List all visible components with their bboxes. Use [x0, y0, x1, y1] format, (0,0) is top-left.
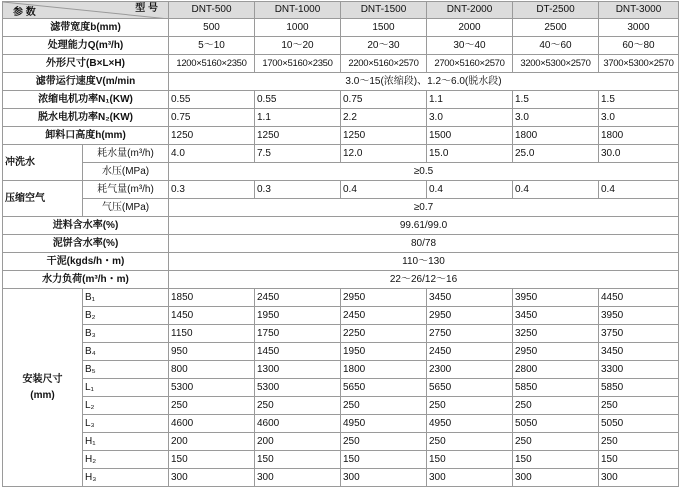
- table-cell: 200: [169, 433, 255, 451]
- table-cell: 5850: [599, 379, 679, 397]
- table-cell: 2.2: [341, 109, 427, 127]
- table-cell: 250: [169, 397, 255, 415]
- table-cell: 1800: [599, 127, 679, 145]
- dimension-label: B₂: [83, 307, 169, 325]
- table-cell: 250: [427, 397, 513, 415]
- table-cell: 150: [513, 451, 599, 469]
- merged-cell: 80/78: [169, 235, 679, 253]
- merged-cell: ≥0.5: [169, 163, 679, 181]
- table-cell: 5050: [599, 415, 679, 433]
- table-cell: 1950: [255, 307, 341, 325]
- table-cell: 1150: [169, 325, 255, 343]
- table-row: [3, 163, 679, 181]
- dimension-label: B₅: [83, 361, 169, 379]
- table-cell: 1450: [255, 343, 341, 361]
- model-header: DNT-500: [169, 2, 255, 19]
- table-cell: 300: [255, 469, 341, 487]
- table-cell: 30.0: [599, 145, 679, 163]
- table-row: [3, 181, 679, 199]
- sub-label: 气压(MPa): [83, 199, 169, 217]
- table-cell: 25.0: [513, 145, 599, 163]
- table-cell: 1.5: [513, 91, 599, 109]
- table-cell: 1.1: [255, 109, 341, 127]
- table-cell: 300: [599, 469, 679, 487]
- group-label-compressed-air: 压缩空气: [3, 181, 83, 217]
- table-cell: 250: [599, 397, 679, 415]
- table-cell: 3200×5300×2570: [513, 55, 599, 73]
- table-cell: 250: [427, 433, 513, 451]
- dimension-label: B₄: [83, 343, 169, 361]
- table-cell: 3000: [599, 19, 679, 37]
- table-row: [3, 325, 679, 343]
- merged-cell: 110～130: [169, 253, 679, 271]
- table-row: [3, 271, 679, 289]
- group-label-wash-water: 冲洗水: [3, 145, 83, 181]
- table-cell: 4.0: [169, 145, 255, 163]
- table-row: [3, 415, 679, 433]
- sub-label: 耗气量(m³/h): [83, 181, 169, 199]
- table-cell: 0.3: [169, 181, 255, 199]
- dimension-label: H₃: [83, 469, 169, 487]
- table-row: [3, 451, 679, 469]
- table-cell: 1750: [255, 325, 341, 343]
- table-cell: 2450: [341, 307, 427, 325]
- table-cell: 1800: [341, 361, 427, 379]
- table-cell: 250: [513, 433, 599, 451]
- table-cell: 3950: [599, 307, 679, 325]
- table-cell: 1200×5160×2350: [169, 55, 255, 73]
- table-cell: 800: [169, 361, 255, 379]
- table-cell: 1700×5160×2350: [255, 55, 341, 73]
- table-cell: 500: [169, 19, 255, 37]
- table-row: [3, 397, 679, 415]
- table-cell: 5650: [427, 379, 513, 397]
- table-cell: 1300: [255, 361, 341, 379]
- table-cell: 2950: [427, 307, 513, 325]
- table-cell: 0.4: [599, 181, 679, 199]
- row-label: 脱水电机功率N₂(KW): [3, 109, 169, 127]
- table-cell: 150: [169, 451, 255, 469]
- table-cell: 250: [341, 433, 427, 451]
- param-model-header-cell: [3, 2, 169, 19]
- table-cell: 60～80: [599, 37, 679, 55]
- model-header: DNT-3000: [599, 2, 679, 19]
- table-cell: 4950: [341, 415, 427, 433]
- model-label: 型 号: [135, 3, 158, 14]
- table-cell: 3300: [599, 361, 679, 379]
- table-cell: 4600: [255, 415, 341, 433]
- spec-table-container: [2, 1, 679, 487]
- param-label: 参 数: [13, 7, 36, 18]
- table-row: [3, 37, 679, 55]
- table-cell: 150: [599, 451, 679, 469]
- row-label: 滤带宽度b(mm): [3, 19, 169, 37]
- table-cell: 5650: [341, 379, 427, 397]
- install-group-line1: 安装尺寸: [22, 373, 63, 385]
- table-cell: 150: [341, 451, 427, 469]
- dimension-label: H₂: [83, 451, 169, 469]
- group-label-install-dimensions: [3, 289, 83, 487]
- table-cell: 30～40: [427, 37, 513, 55]
- table-cell: 0.55: [169, 91, 255, 109]
- table-cell: 4450: [599, 289, 679, 307]
- table-cell: 1500: [427, 127, 513, 145]
- table-row: [3, 199, 679, 217]
- table-cell: 0.4: [341, 181, 427, 199]
- merged-cell: 99.61/99.0: [169, 217, 679, 235]
- table-row: [3, 253, 679, 271]
- sub-label: 耗水量(m³/h): [83, 145, 169, 163]
- table-cell: 1250: [341, 127, 427, 145]
- table-cell: 0.4: [513, 181, 599, 199]
- model-header: DNT-1500: [341, 2, 427, 19]
- table-cell: 2500: [513, 19, 599, 37]
- header-row: [3, 2, 679, 19]
- table-cell: 300: [427, 469, 513, 487]
- table-cell: 3450: [599, 343, 679, 361]
- table-cell: 3250: [513, 325, 599, 343]
- row-label: 处理能力Q(m³/h): [3, 37, 169, 55]
- table-cell: 2450: [427, 343, 513, 361]
- table-cell: 15.0: [427, 145, 513, 163]
- install-group-line2: (mm): [30, 389, 55, 401]
- row-label: 外形尺寸(B×L×H): [3, 55, 169, 73]
- table-cell: 150: [255, 451, 341, 469]
- table-cell: 3450: [427, 289, 513, 307]
- table-cell: 2000: [427, 19, 513, 37]
- merged-cell: 3.0～15(浓缩段)、1.2～6.0(脱水段): [169, 73, 679, 91]
- table-cell: 0.3: [255, 181, 341, 199]
- table-cell: 2450: [255, 289, 341, 307]
- table-row: [3, 91, 679, 109]
- dimension-label: L₂: [83, 397, 169, 415]
- table-cell: 1.5: [599, 91, 679, 109]
- table-cell: 950: [169, 343, 255, 361]
- table-cell: 7.5: [255, 145, 341, 163]
- spec-table: [2, 1, 679, 487]
- table-cell: 5～10: [169, 37, 255, 55]
- table-row: [3, 469, 679, 487]
- table-row: [3, 127, 679, 145]
- dimension-label: B₁: [83, 289, 169, 307]
- table-cell: 1950: [341, 343, 427, 361]
- table-row: [3, 19, 679, 37]
- table-cell: 10～20: [255, 37, 341, 55]
- table-cell: 200: [255, 433, 341, 451]
- merged-cell: 22～26/12～16: [169, 271, 679, 289]
- table-cell: 20～30: [341, 37, 427, 55]
- table-cell: 150: [427, 451, 513, 469]
- row-label: 卸料口高度h(mm): [3, 127, 169, 145]
- table-cell: 4600: [169, 415, 255, 433]
- dimension-label: H₁: [83, 433, 169, 451]
- merged-cell: ≥0.7: [169, 199, 679, 217]
- row-label: 浓缩电机功率N₁(KW): [3, 91, 169, 109]
- row-label: 泥饼含水率(%): [3, 235, 169, 253]
- table-cell: 250: [599, 433, 679, 451]
- model-header: DT-2500: [513, 2, 599, 19]
- table-row: [3, 379, 679, 397]
- table-cell: 3700×5300×2570: [599, 55, 679, 73]
- row-label: 进料含水率(%): [3, 217, 169, 235]
- table-cell: 300: [341, 469, 427, 487]
- table-cell: 1800: [513, 127, 599, 145]
- table-cell: 5300: [169, 379, 255, 397]
- table-cell: 300: [513, 469, 599, 487]
- table-row: [3, 73, 679, 91]
- table-cell: 2750: [427, 325, 513, 343]
- table-cell: 4950: [427, 415, 513, 433]
- table-row: [3, 55, 679, 73]
- table-cell: 2300: [427, 361, 513, 379]
- table-cell: 3.0: [513, 109, 599, 127]
- dimension-label: L₁: [83, 379, 169, 397]
- row-label: 水力负荷(m³/h・m): [3, 271, 169, 289]
- table-cell: 12.0: [341, 145, 427, 163]
- table-cell: 2950: [513, 343, 599, 361]
- table-cell: 1000: [255, 19, 341, 37]
- table-cell: 1500: [341, 19, 427, 37]
- table-cell: 40～60: [513, 37, 599, 55]
- table-cell: 2250: [341, 325, 427, 343]
- table-cell: 300: [169, 469, 255, 487]
- table-row: [3, 361, 679, 379]
- table-cell: 2200×5160×2570: [341, 55, 427, 73]
- table-cell: 0.4: [427, 181, 513, 199]
- table-row: [3, 109, 679, 127]
- table-row: [3, 307, 679, 325]
- table-cell: 1250: [255, 127, 341, 145]
- table-row: [3, 289, 679, 307]
- table-cell: 0.55: [255, 91, 341, 109]
- table-cell: 5300: [255, 379, 341, 397]
- table-cell: 1250: [169, 127, 255, 145]
- table-cell: 2800: [513, 361, 599, 379]
- table-row: [3, 433, 679, 451]
- table-cell: 1850: [169, 289, 255, 307]
- table-cell: 250: [513, 397, 599, 415]
- dimension-label: L₃: [83, 415, 169, 433]
- table-cell: 250: [341, 397, 427, 415]
- table-cell: 5050: [513, 415, 599, 433]
- table-cell: 3.0: [427, 109, 513, 127]
- table-cell: 3.0: [599, 109, 679, 127]
- table-cell: 3750: [599, 325, 679, 343]
- sub-label: 水压(MPa): [83, 163, 169, 181]
- dimension-label: B₃: [83, 325, 169, 343]
- table-cell: 0.75: [169, 109, 255, 127]
- table-cell: 2950: [341, 289, 427, 307]
- row-label: 干泥(kgds/h・m): [3, 253, 169, 271]
- table-cell: 2700×5160×2570: [427, 55, 513, 73]
- table-cell: 3450: [513, 307, 599, 325]
- table-row: [3, 343, 679, 361]
- table-row: [3, 217, 679, 235]
- table-cell: 5850: [513, 379, 599, 397]
- table-cell: 1450: [169, 307, 255, 325]
- model-header: DNT-2000: [427, 2, 513, 19]
- table-row: [3, 235, 679, 253]
- table-cell: 3950: [513, 289, 599, 307]
- table-row: [3, 145, 679, 163]
- table-cell: 1.1: [427, 91, 513, 109]
- table-cell: 0.75: [341, 91, 427, 109]
- table-cell: 250: [255, 397, 341, 415]
- row-label: 滤带运行速度V(m/min: [3, 73, 169, 91]
- model-header: DNT-1000: [255, 2, 341, 19]
